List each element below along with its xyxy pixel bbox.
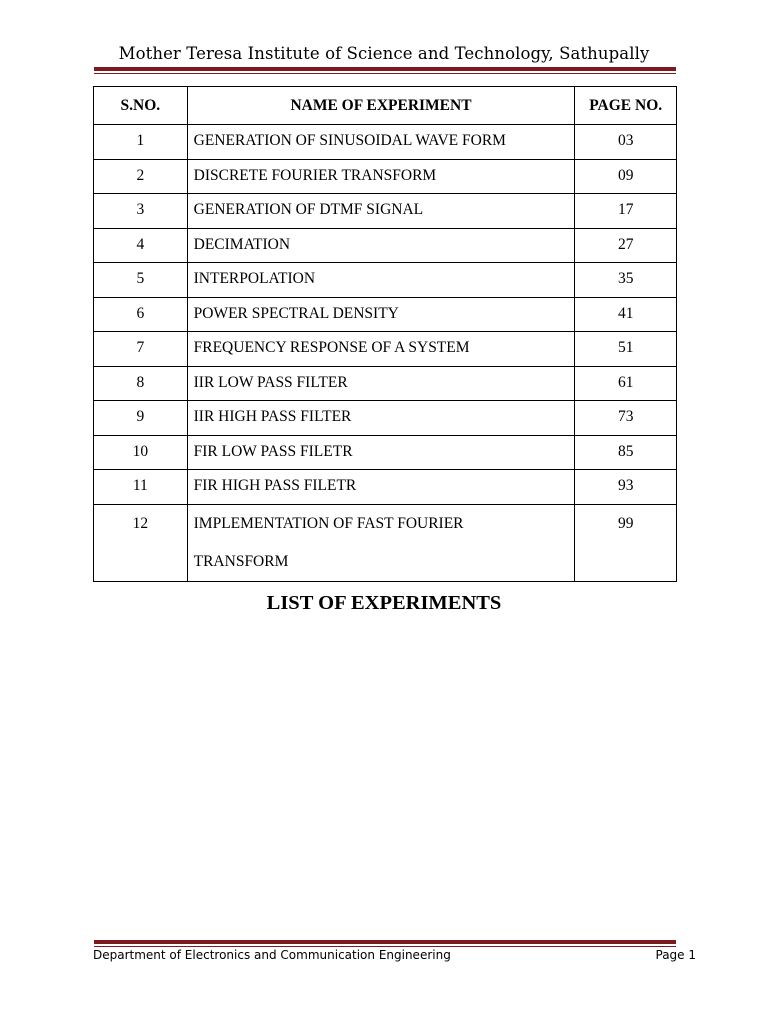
- cell-page-no: 99: [575, 504, 677, 581]
- cell-page-no: 73: [575, 401, 677, 436]
- table-caption: LIST OF EXPERIMENTS: [266, 592, 502, 614]
- experiments-table: [93, 86, 677, 582]
- cell-page-no: 93: [575, 470, 677, 505]
- cell-page-no: 41: [575, 297, 677, 332]
- cell-experiment-name: FIR HIGH PASS FILETR: [187, 470, 575, 505]
- table-row: [94, 263, 677, 298]
- cell-page-no: 09: [575, 159, 677, 194]
- table-row: [94, 435, 677, 470]
- table-row: [94, 401, 677, 436]
- cell-experiment-name: FREQUENCY RESPONSE OF A SYSTEM: [187, 332, 575, 367]
- footer-rule-thin: [94, 946, 676, 947]
- cell-sno: 1: [94, 125, 188, 160]
- table-row: [94, 504, 677, 581]
- table-header-row: [94, 87, 677, 125]
- cell-experiment-name: GENERATION OF DTMF SIGNAL: [187, 194, 575, 229]
- cell-experiment-name: DISCRETE FOURIER TRANSFORM: [187, 159, 575, 194]
- table-row: [94, 228, 677, 263]
- cell-experiment-name: IIR LOW PASS FILTER: [187, 366, 575, 401]
- cell-page-no: 35: [575, 263, 677, 298]
- column-header-page: PAGE NO.: [575, 87, 677, 125]
- cell-sno: 9: [94, 401, 188, 436]
- cell-sno: 8: [94, 366, 188, 401]
- cell-experiment-name: DECIMATION: [187, 228, 575, 263]
- column-header-sno: S.NO.: [94, 87, 188, 125]
- column-header-name: NAME OF EXPERIMENT: [187, 87, 575, 125]
- footer-department: Department of Electronics and Communication Engineering: [93, 948, 451, 962]
- cell-page-no: 27: [575, 228, 677, 263]
- cell-page-no: 17: [575, 194, 677, 229]
- table-row: [94, 332, 677, 367]
- cell-experiment-name: POWER SPECTRAL DENSITY: [187, 297, 575, 332]
- footer-page-number: Page 1: [655, 948, 696, 962]
- cell-sno: 12: [94, 504, 188, 581]
- cell-page-no: 03: [575, 125, 677, 160]
- footer-rule-thick: [94, 940, 676, 944]
- cell-experiment-name: IIR HIGH PASS FILTER: [187, 401, 575, 436]
- header-rule-thick: [94, 67, 676, 71]
- table-row: [94, 297, 677, 332]
- table-row: [94, 194, 677, 229]
- cell-sno: 4: [94, 228, 188, 263]
- cell-experiment-name: INTERPOLATION: [187, 263, 575, 298]
- cell-page-no: 51: [575, 332, 677, 367]
- cell-sno: 11: [94, 470, 188, 505]
- table-row: [94, 366, 677, 401]
- cell-sno: 5: [94, 263, 188, 298]
- cell-sno: 3: [94, 194, 188, 229]
- cell-sno: 7: [94, 332, 188, 367]
- table-row: [94, 470, 677, 505]
- cell-sno: 10: [94, 435, 188, 470]
- cell-experiment-name: FIR LOW PASS FILETR: [187, 435, 575, 470]
- cell-experiment-name: IMPLEMENTATION OF FAST FOURIER TRANSFORM: [187, 504, 575, 581]
- institute-header: Mother Teresa Institute of Science and Technology, Sathupally: [118, 44, 650, 63]
- cell-sno: 2: [94, 159, 188, 194]
- cell-page-no: 85: [575, 435, 677, 470]
- header-rule-thin: [94, 73, 676, 74]
- cell-page-no: 61: [575, 366, 677, 401]
- cell-experiment-name: GENERATION OF SINUSOIDAL WAVE FORM: [187, 125, 575, 160]
- cell-sno: 6: [94, 297, 188, 332]
- table-row: [94, 125, 677, 160]
- table-row: [94, 159, 677, 194]
